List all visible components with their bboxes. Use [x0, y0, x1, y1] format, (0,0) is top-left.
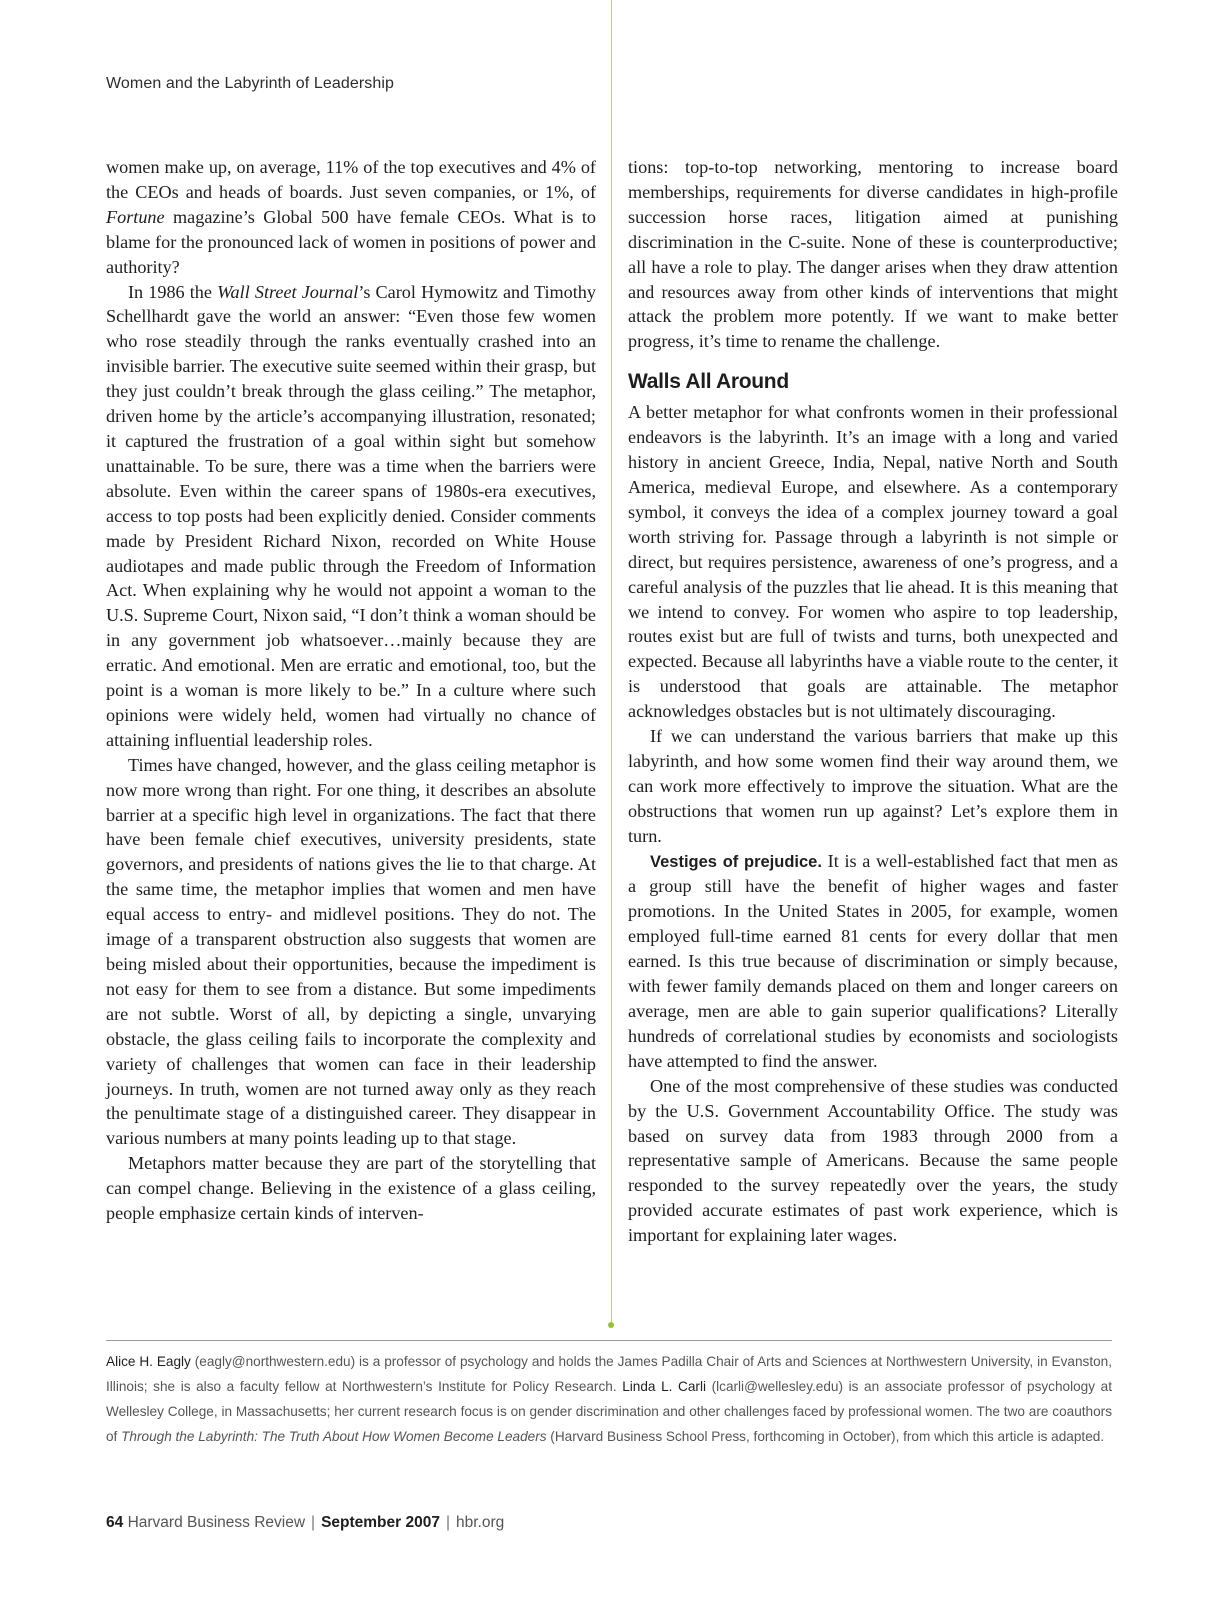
author-name: Linda L. Carli	[622, 1378, 706, 1394]
running-title: Women and the Labyrinth of Leadership	[106, 75, 395, 92]
footer-separator: |	[311, 1514, 316, 1531]
paragraph-text: women make up, on average, 11% of the top executives and 4% of the CEOs and heads of boards. Just seven companies, or 1%, of	[106, 157, 596, 202]
site-link[interactable]: hbr.org	[456, 1514, 505, 1531]
author-name: Alice H. Eagly	[106, 1354, 191, 1369]
magazine-title: Fortune	[106, 206, 165, 227]
right-column	[628, 155, 1118, 1248]
paragraph: Metaphors matter because they are part of the storytelling that can compel change. Believing in the existence of a glass ceiling, people emphasize certain kinds of interven-	[106, 1153, 596, 1224]
paragraph	[628, 849, 1118, 1074]
bio-text: (Harvard Business School Press, forthcoming in October), from which this article is adapted.	[546, 1428, 1105, 1444]
paragraph-text: It is a well-established fact that men as a group still have the benefit of higher wages and faster promotions. In the United States in 2005, for example, women employed full-time earned 81 cents for every dollar that men earned. Is this true because of discrimination or simply because, with fewer family demands placed on them and longer careers on average, men are able to gain superior qualifications? Literally hundreds of correlational studies by economists and sociologists have attempted to find the answer.	[628, 850, 1118, 1071]
left-column	[106, 155, 596, 1226]
paragraph-text: magazine’s Global 500 have female CEOs. What is to blame for the pronounced lack of women in positions of power and authority?	[106, 206, 596, 277]
bio-divider	[106, 1340, 1112, 1341]
page-number: 64	[106, 1514, 124, 1531]
column-divider	[611, 0, 612, 1325]
author-bio	[106, 1350, 1112, 1450]
publication-name: Harvard Business Review	[127, 1514, 306, 1531]
footer-separator: |	[445, 1514, 450, 1531]
paragraph	[106, 280, 596, 753]
bio-text: (eagly@northwestern.edu) is a professor of psychology and holds the James Padilla Chair of Arts and Sciences at Northwestern University, in Evanston, Illinois; she is also a faculty fellow at Northwestern’s Institute for Policy Research.	[106, 1354, 1112, 1394]
paragraph-text: ’s Carol Hymowitz and Timothy Schellhardt gave the world an answer: “Even those few women who rose steadily through the ranks eventually crashed into an invisible barrier. The executive suite seemed within their grasp, but they just couldn’t break through the glass ceiling.” The metaphor, driven home by the article’s accompanying illustration, resonated; it captured the frustration of a goal within sight but somehow unattainable. To be sure, there was a time when the barriers were absolute. Even within the career spans of 1980s-era executives, access to top posts had been explicitly denied. Consider comments made by President Richard Nixon, recorded on White House audiotapes and made public through the Freedom of Information Act. When explaining why he would not appoint a woman to the U.S. Supreme Court, Nixon said, “I don’t think a woman should be in any government job whatsoever…mainly because they are erratic. And emotional. Men are erratic and emotional, too, but the point is a woman is more likely to be.” In a culture where such opinions were widely held, women had virtually no chance of attaining influential leadership roles.	[106, 281, 596, 750]
newspaper-title: Wall Street Journal	[217, 281, 359, 302]
paragraph	[106, 155, 596, 280]
paragraph: Times have changed, however, and the glass ceiling metaphor is now more wrong than right. For one thing, it describes an absolute barrier at a specific high level in organizations. The fact that there have been female chief executives, university presidents, state governors, and presidents of nations gives the lie to that charge. At the same time, the metaphor implies that women and men have equal access to entry- and midlevel positions. They do not. The image of a transparent obstruction also suggests that women are being misled about their opportunities, because the impediment is not easy for them to see from a distance. But some impediments are not subtle. Worst of all, by depicting a single, unvarying obstacle, the glass ceiling fails to incorporate the complexity and variety of challenges that women can face in their leadership journeys. In truth, women are not turned away only as they reach the penultimate stage of a distinguished career. They disappear in various numbers at many points leading up to that stage.	[106, 754, 596, 1149]
section-heading: Walls All Around	[628, 370, 789, 394]
book-title: Through the Labyrinth: The Truth About How Women Become Leaders	[121, 1428, 547, 1444]
page-footer	[106, 1514, 504, 1532]
paragraph: One of the most comprehensive of these studies was conducted by the U.S. Government Accountability Office. The study was based on survey data from 1983 through 2000 from a representative sample of Americans. Because the same people responded to the survey repeatedly over the years, the study provided accurate estimates of past work experience, which is important for explaining later wages.	[628, 1075, 1118, 1246]
issue-date: September 2007	[321, 1514, 440, 1531]
paragraph: If we can understand the various barriers that make up this labyrinth, and how some women find their way around them, we can work more effectively to improve the situation. What are the obstructions that women run up against? Let’s explore them in turn.	[628, 726, 1118, 846]
bio-text: (lcarli@wellesley.edu) is an associate professor of psychology at Wellesley College, in Massachusetts; her current research focus is on gender discrimination and other challenges faced by professional women. The two are coauthors of	[106, 1378, 1112, 1444]
paragraph: A better metaphor for what confronts women in their professional endeavors is the labyrinth. It’s an image with a long and varied history in ancient Greece, India, Nepal, native North and South America, medieval Europe, and elsewhere. As a contemporary symbol, it conveys the idea of a complex journey toward a goal worth striving for. Passage through a labyrinth is not simple or direct, but requires persistence, awareness of one’s progress, and a careful analysis of the puzzles that lie ahead. It is this meaning that we intend to convey. For women who aspire to top leadership, routes exist but are full of twists and turns, both unexpected and expected. Because all labyrinths have a viable route to the center, it is understood that goals are attainable. The metaphor acknowledges obstacles but is not ultimately discouraging.	[628, 402, 1118, 722]
run-in-heading: Vestiges of prejudice.	[650, 852, 822, 871]
paragraph: tions: top-to-top networking, mentoring to increase board memberships, requirements for diverse candidates in high-profile succession horse races, litigation aimed at punishing discrimination in the C-suite. None of these is counterproductive; all have a role to play. The danger arises when they draw attention and resources away from other kinds of interventions that might attack the problem more potently. If we want to make better progress, it’s time to rename the challenge.	[628, 157, 1118, 352]
paragraph-text: In 1986 the	[128, 281, 218, 302]
column-divider-dot	[608, 1322, 614, 1328]
